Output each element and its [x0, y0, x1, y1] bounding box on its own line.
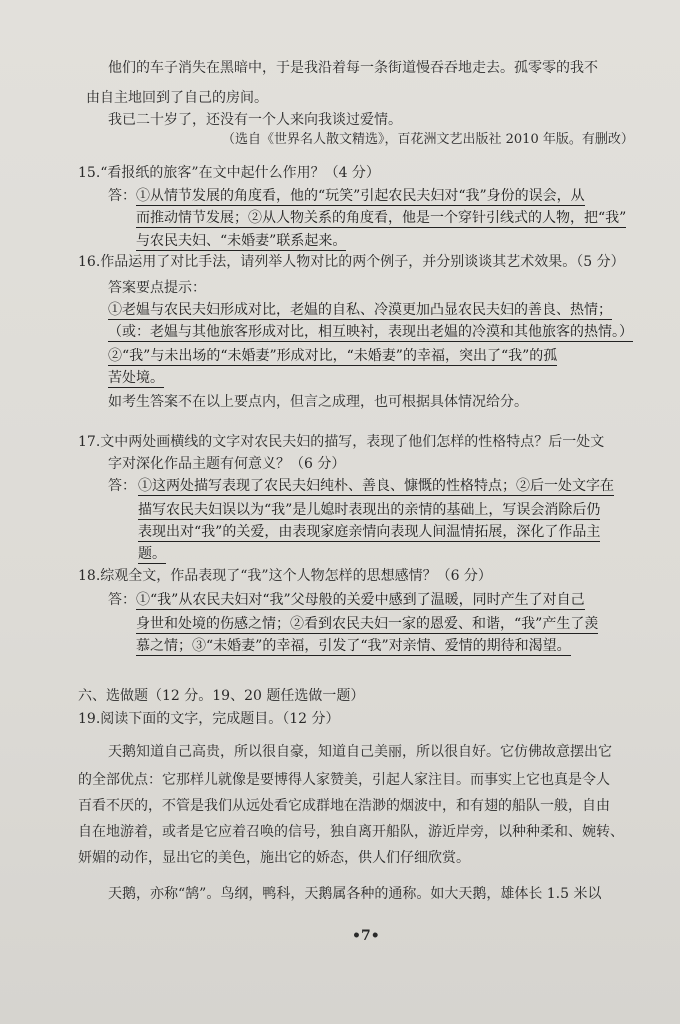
reading-passage-line: 妍媚的动作，显出它的美色，施出它的娇态，供人们仔细欣赏。 [78, 850, 470, 866]
grading-note: 如考生答案不在以上要点内，但言之成理，也可根据具体情况给分。 [108, 394, 528, 410]
passage-line: 我已二十岁了，还没有一个人来向我谈过爱情。 [108, 112, 402, 128]
question-17-stem: 字对深化作品主题有何意义？（6 分） [108, 456, 346, 472]
section-title: 六、选做题（12 分。19、20 题任选做一题） [78, 688, 365, 704]
q15-answer-line: ①从情节发展的角度看，他的“玩笑”引起农民夫妇对“我”身份的误会，从 [136, 188, 585, 204]
answer-hint: 答案要点提示： [108, 280, 206, 296]
q17-answer-line: 表现出对“我”的关爱，由表现家庭亲情向表现人间温情拓展，深化了作品主 [138, 524, 601, 540]
question-16-stem: 16.作品运用了对比手法，请列举人物对比的两个例子，并分别谈谈其艺术效果。（5 分） [78, 254, 625, 270]
q16-answer-line: ②“我”与未出场的“未婚妻”形成对比，“未婚妻”的幸福，突出了“我”的孤 [108, 348, 558, 364]
q16-answer-line: 苦处境。 [108, 370, 164, 386]
question-18-stem: 18.综观全文，作品表现了“我”这个人物怎样的思想感情？（6 分） [78, 568, 492, 584]
q18-answer-line: ①“我”从农民夫妇对“我”父母般的关爱中感到了温暖，同时产生了对自己 [136, 592, 585, 608]
reading-passage-line: 的全部优点：它那样儿就像是要博得人家赞美，引起人家注目。而事实上它也真是令人 [78, 772, 610, 788]
q15-answer-line: 而推动情节发展；②从人物关系的角度看，他是一个穿针引线式的人物，把“我” [136, 210, 627, 226]
question-17-stem: 17.文中两处画横线的文字对农民夫妇的描写，表现了他们怎样的性格特点？后一处文 [78, 434, 605, 450]
q17-answer-line: 描写农民夫妇误以为“我”是儿媳时表现出的亲情的基础上，写误会消除后仍 [138, 502, 601, 518]
q17-answer-line: 题。 [138, 546, 166, 562]
reading-passage-line: 百看不厌的，不管是我们从远处看它成群地在浩渺的烟波中，和有翅的船队一般，自由 [78, 798, 610, 814]
question-15-stem: 15.“看报纸的旅客”在文中起什么作用？（4 分） [78, 165, 380, 181]
q18-answer-line: 身世和处境的伤感之情；②看到农民夫妇一家的恩爱、和谐，“我”产生了羡 [136, 616, 599, 632]
answer-prefix: 答： [108, 592, 136, 608]
q16-answer-line: ①老媪与农民夫妇形成对比，老媪的自私、冷漠更加凸显农民夫妇的善良、热情； [108, 302, 612, 318]
q16-answer-line: （或：老媪与其他旅客形成对比，相互映衬，表现出老媪的冷漠和其他旅客的热情。） [108, 324, 633, 340]
answer-prefix: 答： [108, 188, 136, 204]
answer-prefix: 答： [108, 478, 136, 494]
passage-source: （选自《世界名人散文精选》，百花洲文艺出版社 2010 年版。有删改） [222, 132, 634, 147]
reading-passage-line: 自在地游着，或者是它应着召唤的信号，独自离开船队，游近岸旁，以种种柔和、婉转、 [78, 824, 624, 840]
reading-passage-line: 天鹅，亦称“鹄”。鸟纲，鸭科，天鹅属各种的通称。如大天鹅，雄体长 1.5 米以 [108, 886, 602, 902]
reading-passage-line: 天鹅知道自己高贵，所以很自豪，知道自己美丽，所以很自好。它仿佛故意摆出它 [108, 744, 612, 760]
question-19-stem: 19.阅读下面的文字，完成题目。（12 分） [78, 711, 340, 727]
passage-line: 由自主地回到了自己的房间。 [86, 90, 268, 106]
q17-answer-line: ①这两处描写表现了农民夫妇纯朴、善良、慷慨的性格特点；②后一处文字在 [138, 478, 614, 494]
q18-answer-line: 慕之情；③“未婚妻”的幸福，引发了“我”对亲情、爱情的期待和渴望。 [136, 638, 571, 654]
page-number: •7• [352, 928, 380, 944]
passage-line: 他们的车子消失在黑暗中，于是我沿着每一条街道慢吞吞地走去。孤零零的我不 [108, 60, 598, 76]
q15-answer-line: 与农民夫妇、“未婚妻”联系起来。 [136, 233, 347, 249]
